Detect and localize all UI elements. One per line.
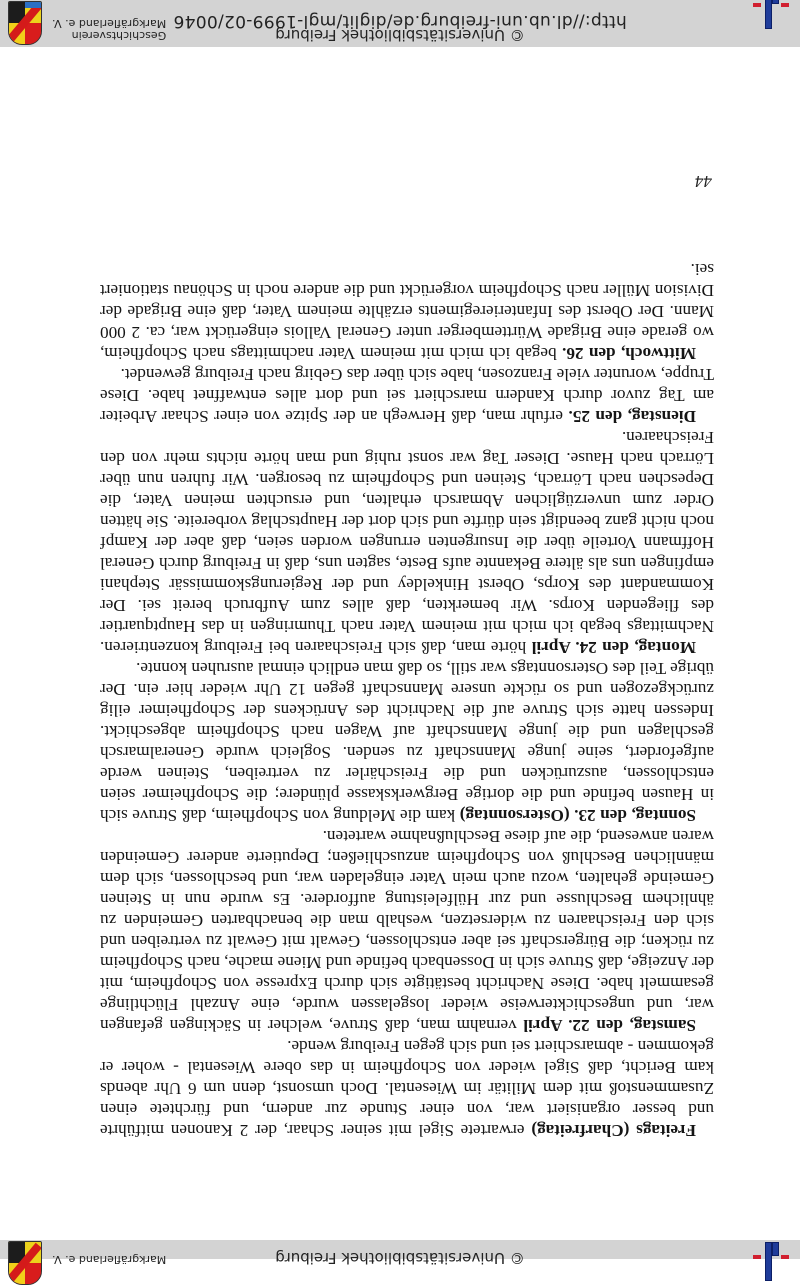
paragraph-lead-rest: (Ostersonntag) <box>459 806 575 825</box>
footer-copyright: © Universitätsbibliothek Freiburg <box>275 26 525 44</box>
paragraph-text: begab ich mich mit meinem Vater nachmittags nach Schopfheim, wo gerade eine Brigade Württemberger unter General Vallois eingerückt war, ca. 2 000 Mann. Der Oberst des Infanterieregiments erzählte meinem Vater, daß eine Brigade der Division Müller nach Schopfheim vorgerückt und die andere noch in Schönau stationiert sei. <box>100 260 714 363</box>
paragraph-lead: Sonntag, den 23. <box>574 806 696 825</box>
paragraph-lead: Dienstag, den 25. <box>568 407 696 426</box>
markgraeflerland-crest-icon <box>8 1 42 45</box>
markgraeflerland-crest-icon <box>8 1241 42 1285</box>
paragraph-lead: Samstag, den 22. April <box>523 1016 696 1035</box>
paragraph-montag <box>100 427 714 658</box>
club-name-line2: Markgräflerland e. V. <box>52 17 167 30</box>
footer-permalink[interactable]: http://dl.ub.uni-freiburg.de/diglit/mgl-1999-02/0046 <box>173 11 627 31</box>
previous-page-footer-strip <box>0 1240 800 1267</box>
paragraph-text: erfuhr man, daß Herwegh an der Spitze von einer Schaar Arbeiter am Tag zuvor durch Kandern marschiert sei und dort alles entwaffnet habe. Diese Truppe, worunter viele Franzosen, habe sich über das Gebirg nach Freiburg gewendet. <box>100 365 714 426</box>
club-name-line1: Geschichtsverein <box>71 29 167 42</box>
paragraph-sonntag <box>100 658 714 826</box>
paragraph-text: hörte man, daß sich Freischaaren bei Freiburg konzentrieren. Nachmittags begab ich mich mit meinem Vater nach Thumringen in das Hauptquartier des fliegenden Korps. Wir bemerkten, daß alles zum Aufbruch bereit sei. Der Kommandant des Korps, Oberst Hinkeldey und der Regierungskommissär Stephani empfingen uns als ältere Bekannte aufs Beste, sagten uns, daß in Freiburg durch General Hoffmann Vorteile über die Insurgenten errungen worden seien, daß aber der Kampf noch nicht ganz beendigt sein dürfte und sich dort der Hauptschlag vorbereite. Sie hätten Order zum unverzüglichen Abmarsch erhalten, und ersuchten meinen Vater, die Depeschen nach Lörrach, Steinen und Schopfheim zu besorgen. Wir fuhren nun über Lörrach nach Hause. Dieser Tag war sonst ruhig und man hörte nichts mehr von den Freischaaren. <box>100 428 714 657</box>
paragraph-lead: Freitags <box>636 1121 696 1140</box>
previous-page-club-name: Markgräflerland e. V. <box>52 1253 167 1266</box>
paragraph-text: erwartete Sigel mit seiner Schaar, der 2 Kanonen mitführte und besser organisiert war, von einer Stunde zur andern, und fürchtete einen Zusammenstoß mit dem Militär im Wiesental. Doch umsonst, denn um 6 Uhr abends kam Bericht, daß Sigel wieder von Schopfheim in das obere Wiesental - woher er gekommen - abmarschiert sei und sich gegen Freiburg wende. <box>100 1037 714 1140</box>
page-number: 44 <box>695 172 712 191</box>
page-body-text <box>100 259 714 1141</box>
paragraph-dienstag <box>100 364 714 427</box>
paragraph-text: vernahm man, daß Struve, welcher in Säckingen gefangen war, und ungeschickterweise wieder losgelassen wurde, eine Anzahl Flüchtlinge gesammelt habe. Diese Nachricht bestätigte sich durch Expresse von Schopfheim, mit der Anzeige, daß Struve sich in Dossenbach befinde und Miene mache, nach Schopfheim zu rücken; die Bürgerschaft sei aber entschlossen, Gewalt mit Gewalt zu vertreiben und sich den Freischaaren zu widersetzen, weshalb man die benachbarten Gemeinden zu ähnlichem Beschlusse und zur Hülfeleistung auffordere. Es wurde nun in Steinen Gemeinde gehalten, wozu auch mein Vater eingeladen war, und beschlossen, sich dem männlichen Beschluß von Schopfheim anzuschließen; Deputierte anderer Gemeinden waren anwesend, die auf diese Beschlußnahme warteten. <box>100 827 714 1035</box>
previous-page-copyright: © Universitätsbibliothek Freiburg <box>275 1249 525 1267</box>
paragraph-text: kam die Meldung von Schopfheim, daß Struve sich in Hausen befinde und die dortige Bergwerkskasse plündere; die Schopfheimer seien entschlossen, auszurücken und die Freischärler zu vertreiben, Steinen werde aufgefordert, seine junge Mannschaft zu senden. Sogleich wurde Generalmarsch geschlagen und die junge Mannschaft auf Wagen nach Schopfheim abgeschickt. Indessen hatte sich Struve auf die Nachricht des Anrückens der Schopfheimer eilig zurückgezogen und so rückte unsere Mannschaft gegen 12 Uhr wieder hier ein. Der übrige Teil des Ostersonntags war still, so daß man endlich einmal ausruhen konnte. <box>100 659 714 825</box>
paragraph-freitag <box>100 1036 714 1141</box>
paragraph-mittwoch <box>100 259 714 364</box>
footer-club-name <box>52 17 166 41</box>
paragraph-samstag <box>100 826 714 1036</box>
paragraph-lead: Montag, den 24. April <box>531 638 696 657</box>
footer-strip <box>0 0 800 47</box>
paragraph-lead-rest: (Charfreitag) <box>531 1121 637 1140</box>
paragraph-lead: Mittwoch, den 26. <box>562 344 696 363</box>
